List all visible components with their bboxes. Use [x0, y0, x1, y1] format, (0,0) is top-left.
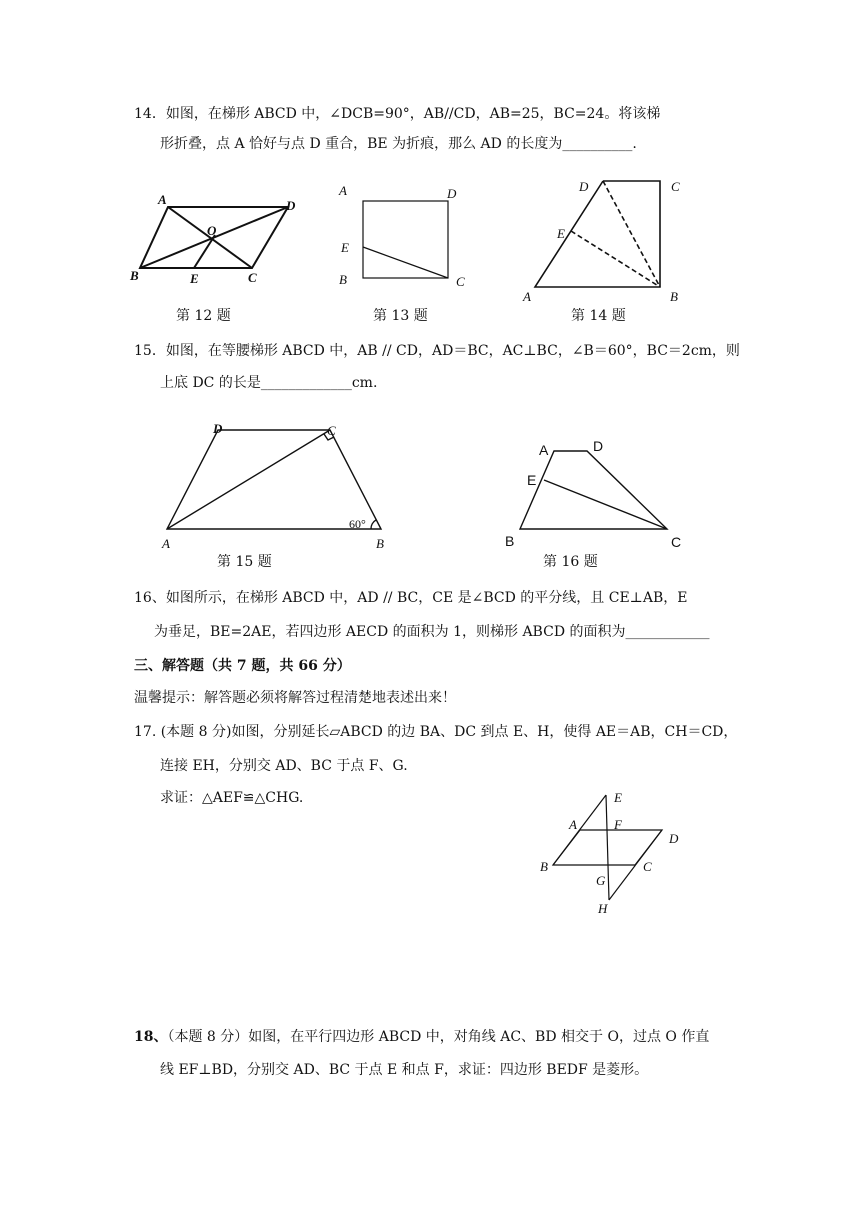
figure-16	[500, 435, 690, 555]
fig14-label-a: A	[523, 289, 531, 304]
caption-q15: 第 15 题	[217, 554, 272, 570]
fig13-label-b: B	[339, 272, 347, 287]
caption-q14: 第 14 题	[571, 308, 626, 324]
fig16-label-d: D	[593, 438, 604, 454]
fig17-label-e: E	[614, 790, 622, 805]
caption-q12: 第 12 题	[176, 308, 231, 324]
section-3-tip: 温馨提示：解答题必须将解答过程清楚地表述出来！	[134, 690, 456, 706]
fig17-label-b: B	[540, 859, 548, 874]
q17-line1: 17. (本题 8 分)如图，分别延长▱ABCD 的边 BA、DC 到点 E、H，使得 AE＝AB，CH＝CD，	[134, 724, 738, 740]
q18-line1	[134, 1027, 709, 1047]
q17-line3: 求证：△AEF≌△CHG.	[160, 790, 304, 806]
fig16-label-e: E	[527, 472, 537, 488]
caption-q16: 第 16 题	[543, 554, 598, 570]
q16-line2: 为垂足，BE=2AE，若四边形 AECD 的面积为 1，则梯形 ABCD 的面积为____________	[154, 624, 710, 640]
fig17-label-f: F	[614, 817, 622, 832]
fig13-label-e: E	[341, 240, 349, 255]
q18-number: 18、	[134, 1029, 168, 1045]
fig12-label-o: O	[207, 223, 217, 238]
fig17-label-d: D	[669, 831, 679, 846]
figure-13	[330, 180, 480, 295]
fig12-label-c: C	[248, 270, 257, 285]
fig16-label-c: C	[671, 534, 682, 550]
fig15-label-b: B	[376, 536, 384, 551]
fig15-label-d: D	[213, 421, 223, 436]
q18-line2: 线 EF⊥BD，分别交 AD、BC 于点 E 和点 F，求证：四边形 BEDF 是菱形。	[160, 1062, 649, 1078]
fig14-label-b: B	[670, 289, 678, 304]
fig17-label-g: G	[596, 873, 606, 888]
q15-line2: 上底 DC 的长是_____________cm.	[160, 375, 378, 391]
fig14-label-d: D	[579, 179, 589, 194]
fig16-label-a: A	[539, 442, 549, 458]
figure-15	[150, 415, 400, 555]
q15-line1: 15．如图，在等腰梯形 ABCD 中，AB // CD，AD＝BC，AC⊥BC，∠B＝60°，BC＝2cm，则	[134, 343, 740, 359]
q14-line2: 形折叠，点 A 恰好与点 D 重合，BE 为折痕，那么 AD 的长度为__________.	[160, 136, 637, 152]
fig15-angle-label: 60°	[349, 517, 366, 531]
fig17-label-h: H	[598, 901, 608, 916]
fig16-label-b: B	[505, 533, 515, 549]
fig14-label-c: C	[671, 179, 680, 194]
fig15-label-a: A	[162, 536, 170, 551]
figure-12	[120, 190, 310, 285]
q14-line1: 14．如图，在梯形 ABCD 中，∠DCB=90°，AB//CD，AB=25，BC=24。将该梯	[134, 106, 661, 122]
q16-line1: 16、如图所示，在梯形 ABCD 中，AD // BC，CE 是∠BCD 的平分线，且 CE⊥AB，E	[134, 590, 688, 606]
fig13-label-d: D	[447, 186, 457, 201]
fig12-label-a: A	[158, 192, 167, 207]
fig13-label-c: C	[456, 274, 465, 289]
caption-q13: 第 13 题	[373, 308, 428, 324]
fig17-label-c: C	[643, 859, 652, 874]
fig15-label-c: C	[327, 423, 336, 438]
q17-line2: 连接 EH，分别交 AD、BC 于点 F、G.	[160, 758, 408, 774]
fig12-label-b: B	[130, 268, 139, 283]
figure-17	[530, 785, 700, 920]
fig14-label-e: E	[557, 226, 565, 241]
figure-14	[515, 175, 690, 305]
fig17-label-a: A	[569, 817, 577, 832]
section-3-heading: 三、解答题（共 7 题，共 66 分）	[134, 658, 351, 674]
fig12-label-d: D	[286, 198, 296, 213]
fig13-label-a: A	[339, 183, 347, 198]
q18-line1-text: （本题 8 分）如图，在平行四边形 ABCD 中，对角线 AC、BD 相交于 O，过点 O 作直	[167, 1029, 710, 1045]
fig12-label-e: E	[190, 271, 199, 286]
